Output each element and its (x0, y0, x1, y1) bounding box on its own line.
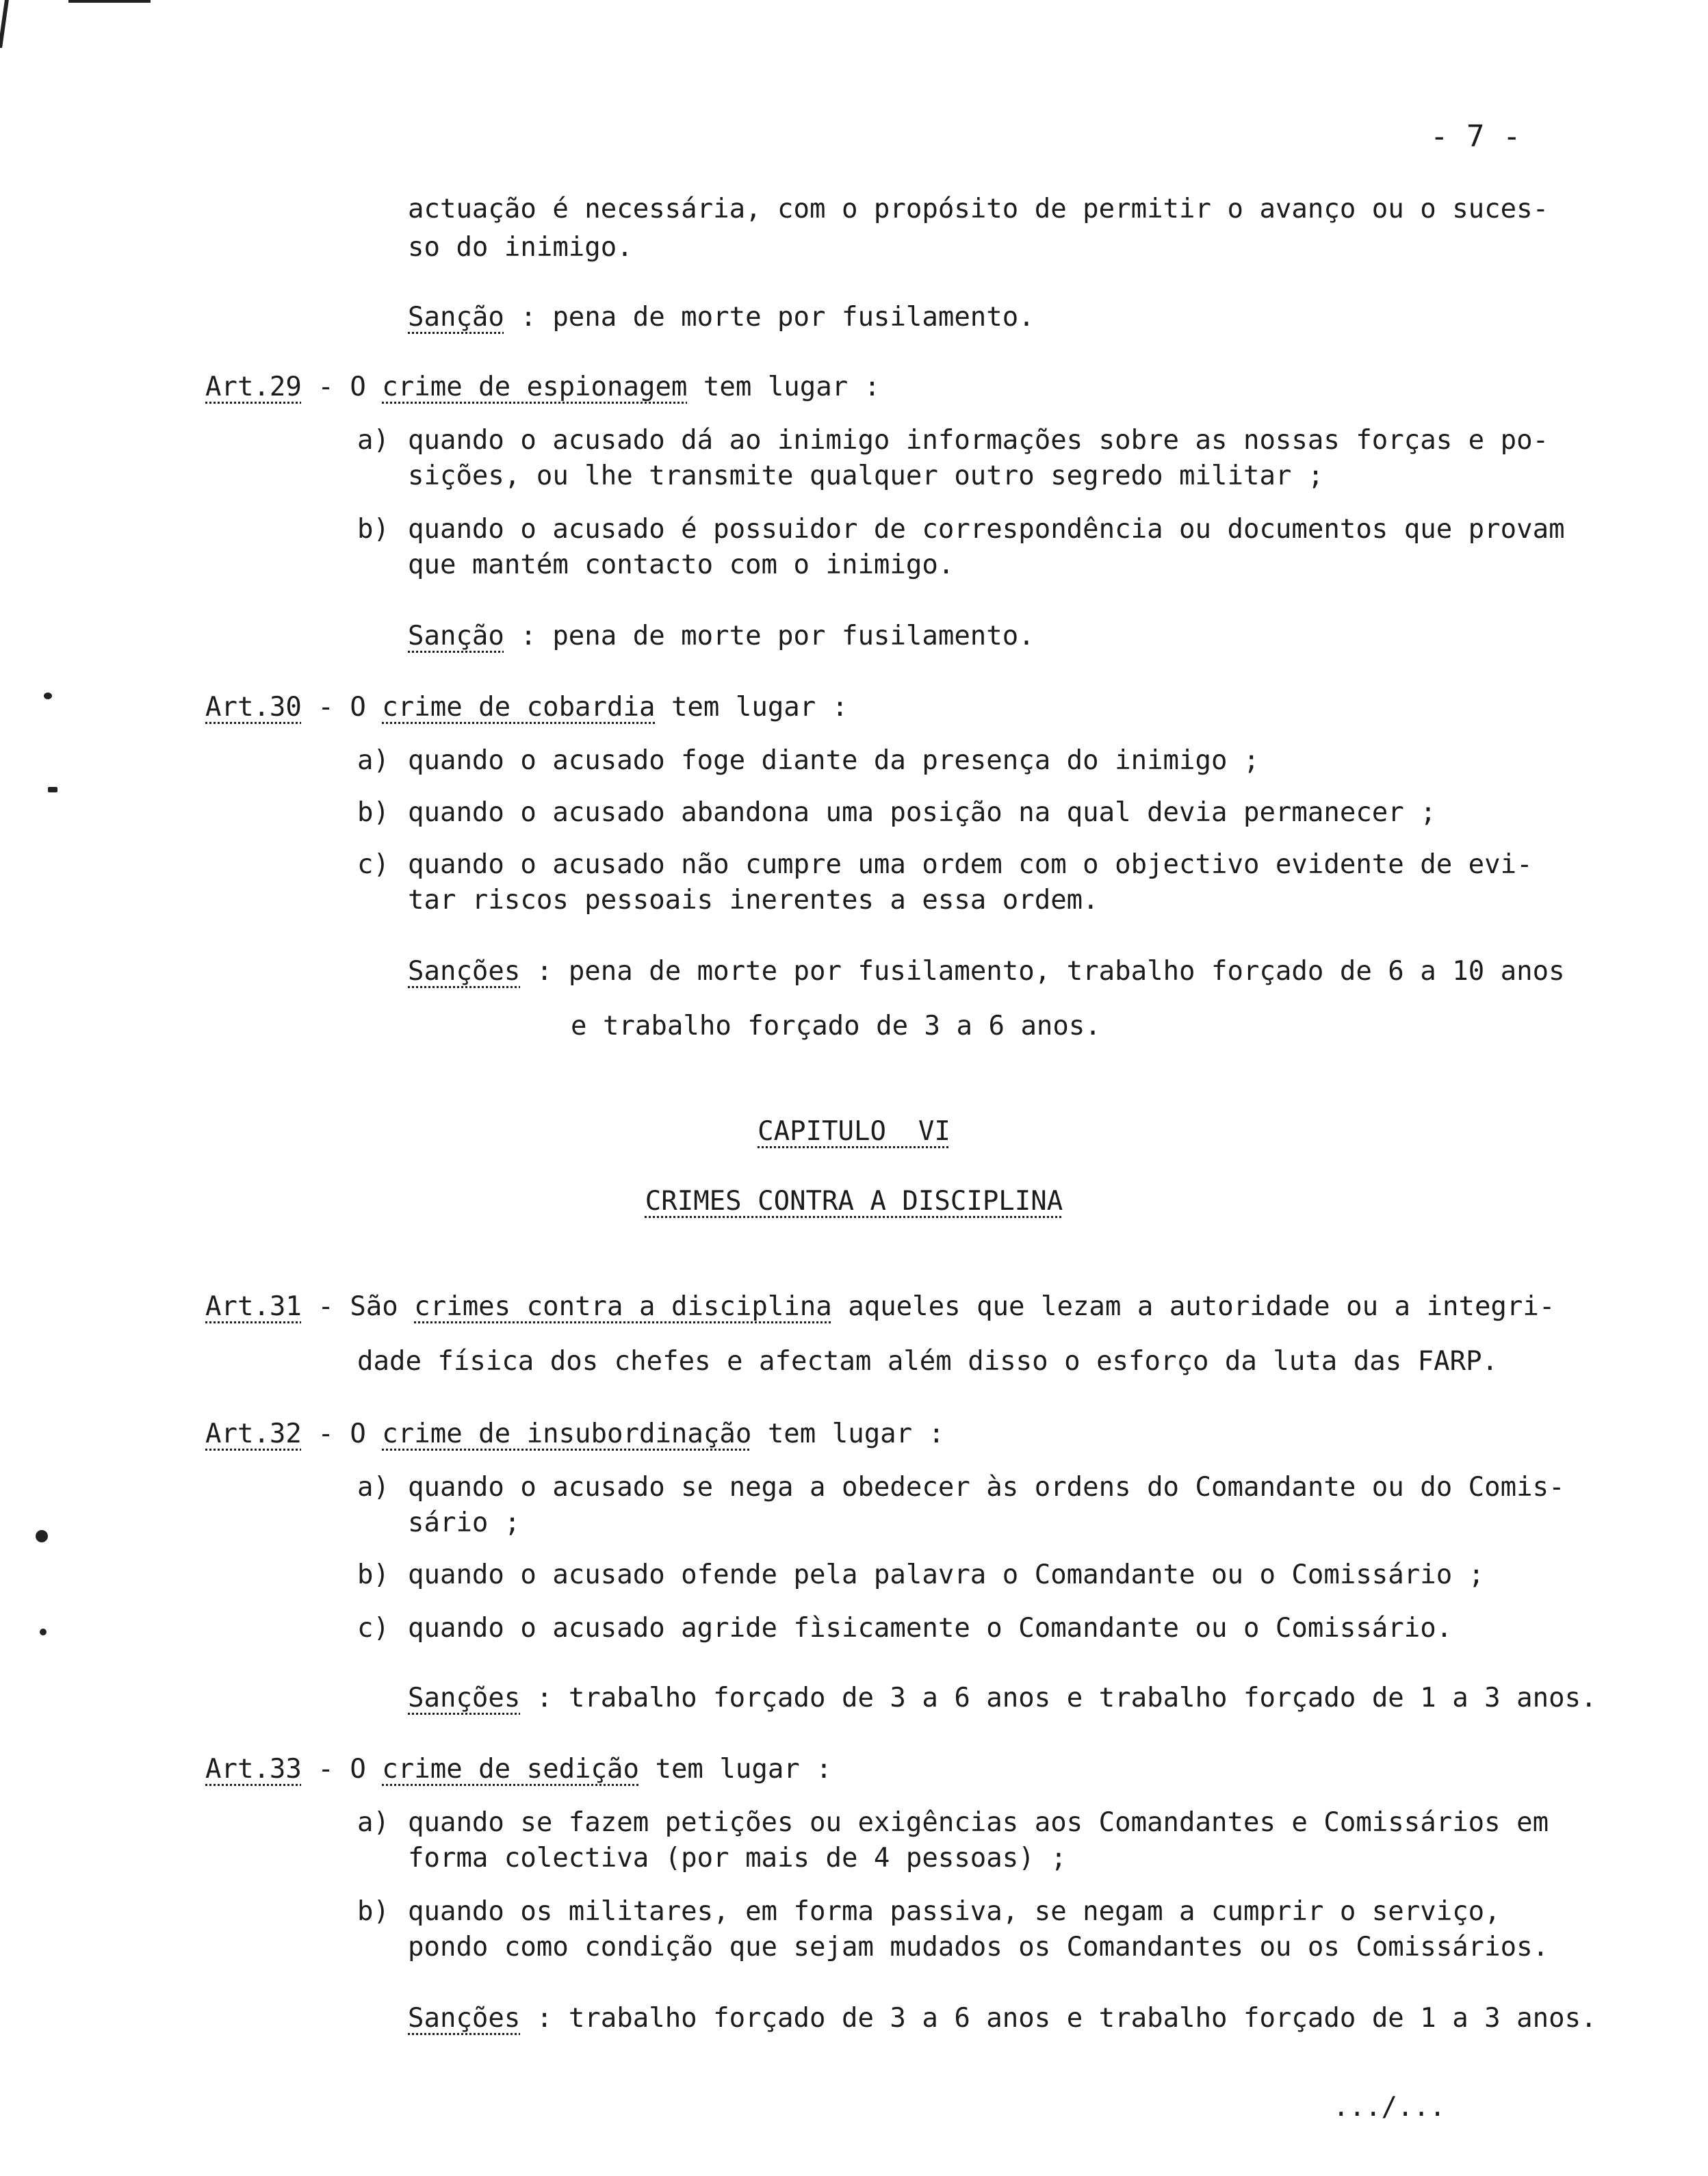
sanction-text: : trabalho forçado de 3 a 6 anos e trabalho forçado de 1 a 3 anos. (520, 2003, 1597, 2034)
article-31-line2: dade física dos chefes e afectam além disso o esforço da luta das FARP. (357, 1346, 1499, 1377)
article-rest: aqueles que lezam a autoridade ou a integri- (831, 1291, 1555, 1322)
article-dash: - O (301, 1419, 383, 1449)
article-term: crime de espionagem (382, 372, 688, 402)
item-text: quando o acusado ofende pela palavra o Comandante ou o Comissário ; (408, 1559, 1485, 1590)
item-text: forma colectiva (por mais de 4 pessoas) ; (408, 1843, 1067, 1874)
scan-speck (40, 1629, 47, 1635)
item-letter: c) (357, 1613, 389, 1644)
item-letter: b) (357, 514, 389, 545)
sanction-text: : trabalho forçado de 3 a 6 anos e trabalho forçado de 1 a 3 anos. (520, 1683, 1597, 1713)
article-33-heading (205, 1752, 832, 1787)
continuation-line: so do inimigo. (408, 232, 633, 263)
article-30-sanction (408, 954, 1565, 989)
article-32-sanction (408, 1681, 1597, 1716)
item-text: pondo como condição que sejam mudados os Comandantes ou os Comissários. (408, 1932, 1549, 1963)
article-label: Art.29 (205, 372, 302, 402)
item-text: sário ; (408, 1507, 521, 1538)
scan-speck (44, 692, 52, 699)
article-31-heading (205, 1289, 1555, 1325)
sanction-label: Sanção (408, 302, 504, 333)
article-term: crime de cobardia (382, 692, 656, 723)
item-letter: b) (357, 797, 389, 828)
item-letter: b) (357, 1559, 389, 1590)
item-text: sições, ou lhe transmite qualquer outro segredo militar ; (408, 461, 1324, 491)
scan-corner-line (68, 0, 151, 3)
article-rest: tem lugar : (638, 1754, 832, 1785)
page-number: - 7 - (1430, 119, 1521, 154)
item-letter: c) (357, 849, 389, 880)
scan-edge-stroke (0, 0, 9, 48)
article-30-heading (205, 690, 848, 725)
article-term: crimes contra a disciplina (414, 1291, 832, 1322)
chapter-title (0, 1114, 1708, 1150)
sanction-continuation: e trabalho forçado de 3 a 6 anos. (571, 1011, 1101, 1041)
article-29-sanction (408, 619, 1035, 654)
item-letter: b) (357, 1896, 389, 1927)
article-label: Art.30 (205, 692, 302, 723)
item-text: quando o acusado dá ao inimigo informações sobre as nossas forças e po- (408, 425, 1549, 456)
article-rest: tem lugar : (655, 692, 849, 723)
item-letter: a) (357, 745, 389, 776)
chapter-subtitle (0, 1184, 1708, 1219)
scan-speck (36, 1530, 48, 1542)
article-rest: tem lugar : (751, 1419, 945, 1449)
article-33-sanction (408, 2001, 1597, 2036)
sanction-text: : pena de morte por fusilamento. (504, 621, 1035, 651)
article-dash: - O (301, 372, 383, 402)
item-text: quando o acusado é possuidor de correspondência ou documentos que provam (408, 514, 1565, 545)
scan-speck (48, 787, 57, 792)
item-text: quando os militares, em forma passiva, se negam a cumprir o serviço, (408, 1896, 1501, 1927)
item-text: quando o acusado agride fìsicamente o Comandante ou o Comissário. (408, 1613, 1453, 1644)
item-text: tar riscos pessoais inerentes a essa ordem. (408, 885, 1099, 916)
article-dash: - O (301, 692, 383, 723)
item-text: quando o acusado não cumpre uma ordem com o objectivo evidente de evi- (408, 849, 1533, 880)
article-term: crime de sedição (382, 1754, 639, 1785)
article-label: Art.31 (205, 1291, 302, 1322)
item-letter: a) (357, 1472, 389, 1503)
continuation-sanction (408, 300, 1035, 335)
article-term: crime de insubordinação (382, 1419, 752, 1449)
sanction-text: : pena de morte por fusilamento. (504, 302, 1035, 333)
item-letter: a) (357, 1807, 389, 1838)
item-text: quando se fazem petições ou exigências aos Comandantes e Comissários em (408, 1807, 1549, 1838)
sanction-label: Sanções (408, 1683, 521, 1713)
article-rest: tem lugar : (687, 372, 881, 402)
page-continuation-marker: .../... (1333, 2092, 1446, 2123)
chapter-subtitle-text: CRIMES CONTRA A DISCIPLINA (645, 1186, 1063, 1217)
item-text: quando o acusado se nega a obedecer às ordens do Comandante ou do Comis- (408, 1472, 1565, 1503)
sanction-label: Sanções (408, 956, 521, 987)
item-letter: a) (357, 425, 389, 456)
sanction-label: Sanção (408, 621, 504, 651)
chapter-title-text: CAPITULO VI (758, 1116, 950, 1147)
continuation-line: actuação é necessária, com o propósito de permitir o avanço ou o suces- (408, 194, 1549, 224)
article-29-heading (205, 370, 880, 405)
sanction-text: : pena de morte por fusilamento, trabalho forçado de 6 a 10 anos (520, 956, 1565, 987)
article-dash: - O (301, 1754, 383, 1785)
item-text: que mantém contacto com o inimigo. (408, 549, 955, 580)
article-32-heading (205, 1416, 944, 1452)
item-text: quando o acusado abandona uma posição na qual devia permanecer ; (408, 797, 1436, 828)
sanction-label: Sanções (408, 2003, 521, 2034)
article-dash: - São (301, 1291, 415, 1322)
article-label: Art.33 (205, 1754, 302, 1785)
article-label: Art.32 (205, 1419, 302, 1449)
item-text: quando o acusado foge diante da presença do inimigo ; (408, 745, 1260, 776)
